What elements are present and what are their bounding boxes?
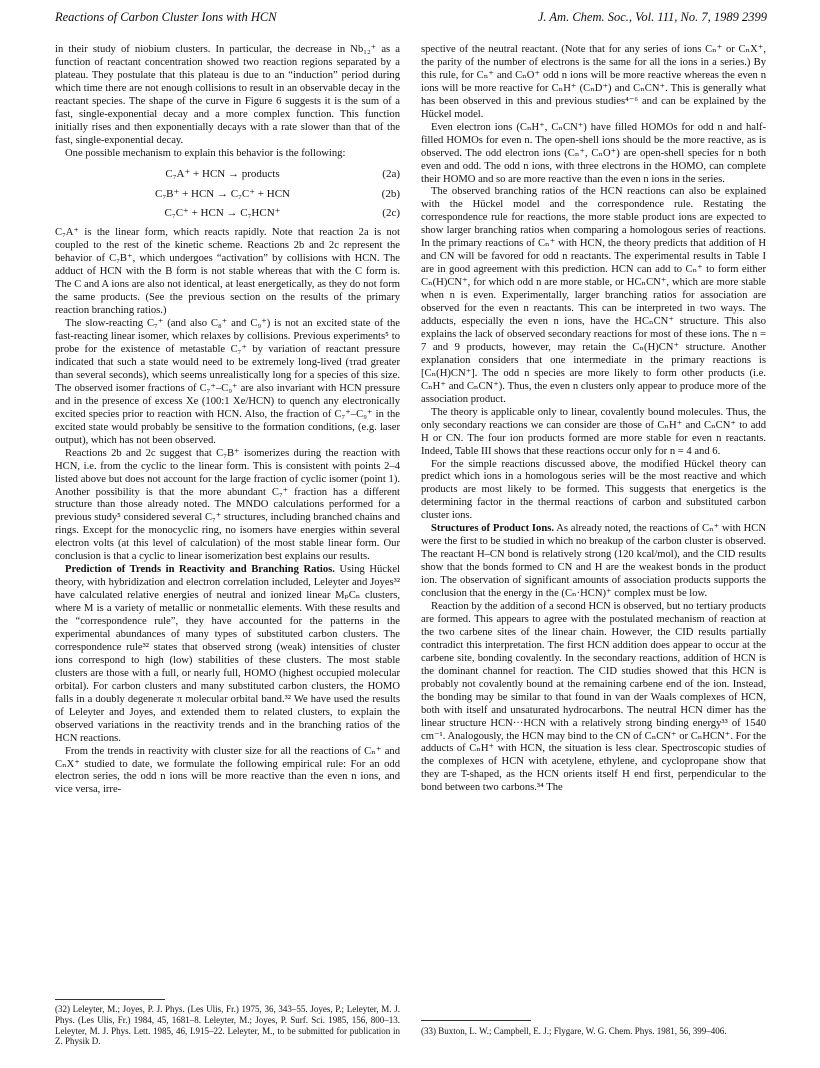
journal-citation: J. Am. Chem. Soc., Vol. 111, No. 7, 1989 2399: [537, 10, 767, 24]
equation-expression: C₇B⁺ + HCN → C₇C⁺ + HCN: [155, 187, 290, 200]
equation-number: (2c): [382, 207, 400, 220]
paragraph: Reaction by the addition of a second HCN is observed, but no tertiary products are formed. This appears to agree with the postulated mechanism of reaction at the two carbene sites of the linear chain. However, the CID results partially contradict this interpretation. The first HCN addition does appear to occur at the carbene site, bonding covalently. In the secondary reactions, addition of HCN is the dominant channel for reaction. The CID studies showed that this HCN is probably not covalently bound at the remaining carbene end of the ion. Instead, the bonding may be similar to that found in van der Waals complexes of HCN, both with itself and unsaturated hydrocarbons. The neutral HCN dimer has the linear structure HCN···HCN with a relatively strong binding energy³³ of 1540 cm⁻¹. Analogously, the HCN may bind to the CN of CₙCN⁺ or CₙHCN⁺. For the adducts of CₙH⁺ with HCN, the situation is less clear. Spectroscopic studies of the complexes of HCN with acetylene, ethylene, and cyclopropane show that they are T-shaped, as the HCN orients itself H end first, perpendicular to the bond between two carbons.³⁴ The: [421, 600, 766, 794]
footnote-rule: [55, 999, 165, 1000]
paragraph: From the trends in reactivity with cluster size for all the reactions of Cₙ⁺ and CₙX⁺ studied to date, we formulate the following empirical rule: For an odd electron series, the odd n ions will be more reactive than the even n ions, and vice versa, irre-: [55, 745, 400, 796]
paragraph: spective of the neutral reactant. (Note that for any series of ions Cₙ⁺ or CₙX⁺, the parity of the number of electrons is the same for all the ions in a series.) By this rule, for Cₙ⁺ and CₙO⁺ odd n ions will be more reactive whereas the even n ions will be more reactive for CₙH⁺ (CₙD⁺) and CₙCN⁺. This is generally what has been observed in this and previous studies⁴⁻⁶ and can be explained by the Hückel model.: [421, 44, 766, 120]
paragraph: For the simple reactions discussed above, the modified Hückel theory can predict which ions in a homologous series will be the most reactive and which products are most likely to be formed. This suggests that energetics is the determining factor in the thermal reactions of carbon and substituted carbon cluster ions.: [421, 458, 766, 522]
paragraph: in their study of niobium clusters. In particular, the decrease in Nb₁₂⁺ as a function of reactant concentration showed two reaction regions separated by a plateau. They postulate that this plateau is due to an “induction” period during which time there are not enough collisions to result in an observable decay in the reactant species. The shape of the curve in Figure 6 suggests it is the sum of a fast, single-exponential decay and a more complex function. This function initially rises and then exponentially decays with a rate slower than that of the fast, single-exponential decay.: [55, 44, 400, 146]
equation-2a: [55, 168, 400, 181]
paragraph: The observed branching ratios of the HCN reactions can also be explained with the Hückel model and the correspondence rule. Restating the correspondence rule for reactions, the more stable product ions are expected to show larger branching ratios when comparing a homologous series of reactions. In the primary reactions of Cₙ⁺ with HCN, the theory predicts that addition of H and CN will be favored for odd n reactants. The experimental results in Table I are in good agreement with this prediction. HCN can add to Cₙ⁺ to form either Cₙ(H)CN⁺, for which odd n are more stable, or HCₙCN⁺, which are more stable when n is even. Experimentally, larger branching ratios for association are observed for the even n reactants. This can be interpreted in two ways. The adducts, especially the even n ions, have the HCₙCN⁺ structure. This also explains the lack of observed secondary reactions for most of these ions. The n = 7 and 9 products, however, may retain the Cₙ(H)CN⁺ structure. Another explanation considers that one intermediate in the primary reactions is [Cₙ(H)CN⁺]. The odd n species are more likely to form other products (i.e. CₙH⁺ and CₙCN⁺). Thus, the even n clusters only appear to produce more of the association product.: [421, 186, 766, 405]
left-column: [55, 44, 400, 797]
equation-2c: [55, 207, 400, 220]
equation-number: (2b): [381, 187, 400, 200]
footnote-33: (33) Buxton, L. W.; Campbell, E. J.; Flygare, W. G. Chem. Phys. 1981, 56, 399–406.: [421, 1026, 727, 1036]
paragraph: Even electron ions (CₙH⁺, CₙCN⁺) have filled HOMOs for odd n and half-filled HOMOs for even n. The open-shell ions should be the more reactive, as is observed. The odd electron ions (Cₙ⁺, CₙO⁺) are open-shell species for n both even and odd. The odd n ions, with three electrons in the HOMO, can complete their HOMO and so are more reactive than the even n ions in the series.: [421, 121, 766, 185]
footnote-rule: [421, 1020, 531, 1021]
paragraph: The slow-reacting C₇⁺ (and also C₈⁺ and C₉⁺) is not an excited state of the fast-reacting linear isomer, which relaxes by collisions. Previous experiments⁵ to probe for the existence of metastable C₇⁺ by variation of reactant pressure indicated that such a state would need to be extremely long-lived (τrad greater than several seconds), which seems unrealistically long for a species of this size. The observed isomer fractions of C₇⁺–C₉⁺ are also invariant with HCN pressure and in the presence of excess Xe (100:1 Xe/HCN) to quench any electronically excited species prior to reaction with HCN. Also, the fraction of C₇⁺–C₉⁺ in the excited state would probably be sensitive to the formation conditions, (e.g. laser output), which has not been observed.: [55, 318, 400, 446]
running-header: [55, 10, 767, 28]
paragraph: [421, 523, 766, 601]
equation-expression: C₇C⁺ + HCN → C₇HCN⁺: [164, 207, 281, 220]
paragraph: The theory is applicable only to linear, covalently bound molecules. Thus, the only secondary reactions we can consider are those of CₙH⁺ and CₙCN⁺ to add H or CN. The four ion products formed are more stable for even n reactants. Indeed, Table III shows that these reactions occur only for n = 4 and 6.: [421, 406, 766, 457]
paragraph: C₇A⁺ is the linear form, which reacts rapidly. Note that reaction 2a is not coupled to the rest of the kinetic scheme. Reactions 2b and 2c represent the behavior of C₇B⁺, which undergoes “activation” by collisions with HCN. The adduct of HCN with the B form is not stable whereas that with the C form is. The C and A ions are also not identical, at least energetically, as they do not form the same products. (See the previous section on the results of the primary reaction branching ratios.): [55, 227, 400, 317]
equation-2b: [55, 188, 400, 201]
footnote-32: (32) Leleyter, M.; Joyes, P. J. Phys. (Les Ulis, Fr.) 1975, 36, 343–55. Joyes, P.; Leleyter, M. J. Phys. (Les Ulis, Fr.) 1984, 45, 1681–8. Leleyter, M.; Joyes, P. Surf. Sci. 1985, 156, 800–13. Leleyter, M. J. Phys. Lett. 1985, 46, L915–22. Leleyter, M., to be submitted for publication in Z. Physik D.: [55, 1004, 400, 1047]
paragraph: Reactions 2b and 2c suggest that C₇B⁺ isomerizes during the reaction with HCN, i.e. from the cyclic to the linear form. This is consistent with points 2–4 listed above but does not account for the large fraction of cyclic isomer (point 1). Another possibility is that the more abundant C₇⁺ fraction has a different structure than those already noted. The MNDO calculations performed for a previous study⁵ considered several C₇⁺ structures, including branched chains and rings. Except for the monocyclic ring, no isomers have energies within several electron volts (at this level of calculation) of the most stable linear form. Our conclusion is that a cyclic to linear isomerization best explains our results.: [55, 447, 400, 563]
right-column: [421, 44, 766, 795]
paragraph: One possible mechanism to explain this behavior is the following:: [65, 147, 346, 159]
paragraph-text: As already noted, the reactions of Cₙ⁺ with HCN were the first to be studied in which no breakup of the carbon cluster is observed. The reactant H–CN bond is relatively strong (120 kcal/mol), and the CID results show that the bonds formed to CN and H are the weakest bonds in the product ion. The observation of significant amounts of association products supports the conclusion that the energy in the (Cₙ·HCN)⁺ complex must be low.: [421, 523, 767, 600]
paragraph: [55, 564, 400, 745]
section-heading: Structures of Product Ions.: [431, 523, 555, 535]
equation-number: (2a): [382, 167, 400, 180]
running-title: Reactions of Carbon Cluster Ions with HCN: [55, 10, 277, 24]
equation-expression: C₇A⁺ + HCN → products: [165, 167, 280, 180]
section-heading: Prediction of Trends in Reactivity and Branching Ratios.: [65, 564, 335, 576]
paragraph-text: Using Hückel theory, with hybridization and electron correlation included, Leleyter and Joyes³² have calculated relative energies of neutral and ionized linear MₚCₙ clusters, where M is a variety of metallic or nonmetallic elements. With these results and the “correspondence rule”, they have accounted for the patterns in the experimental abundances of many types of substituted carbon clusters. The correspondence rule³² states that observed strong (weak) intensities of cluster ions correspond to high (low) stabilities of these clusters. The most stable clusters are those with a full, or nearly full, HOMO (highest occupied molecular orbital). For carbon clusters and many substituted carbon clusters, the HOMO falls in a doubly degenerate π molecular orbital band.³² We have used the results of Leleyter and Joyes, and extended them to related clusters, to explain the observed variations in the reactivity trends and in the branching ratios of the HCN reactions.: [55, 564, 400, 744]
